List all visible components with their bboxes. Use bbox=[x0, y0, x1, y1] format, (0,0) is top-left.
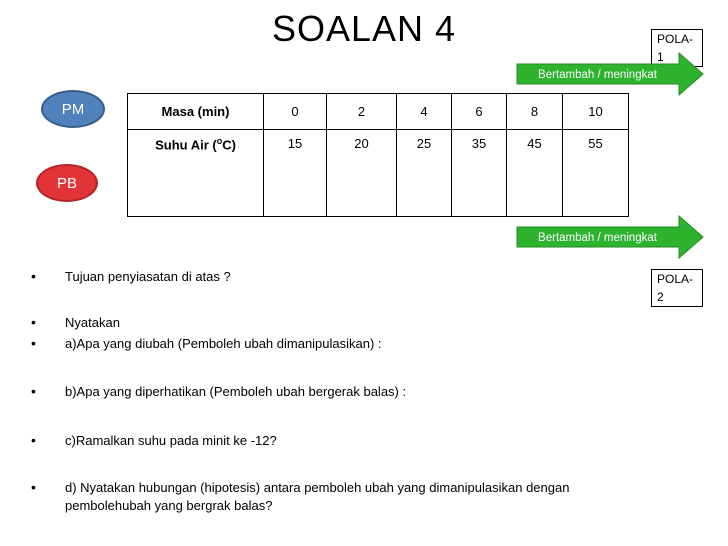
table-header-temperature bbox=[128, 130, 264, 217]
table-row-temperature bbox=[128, 130, 629, 217]
table-cell: 20 bbox=[327, 130, 397, 217]
degree-sup: o bbox=[216, 136, 223, 146]
temp-header-suffix: C) bbox=[222, 137, 236, 153]
table-cell: 6 bbox=[452, 94, 507, 130]
pm-badge: PM bbox=[41, 90, 105, 128]
table-header-time: Masa (min) bbox=[128, 94, 264, 130]
table-cell: 4 bbox=[397, 94, 452, 130]
arrow-bottom-label: Bertambah / meningkat bbox=[538, 232, 657, 244]
increasing-arrow-bottom bbox=[516, 215, 704, 259]
increasing-arrow-top bbox=[516, 52, 704, 96]
list-item-text: b)Apa yang diperhatikan (Pemboleh ubah bergerak balas) : bbox=[65, 384, 407, 399]
list-item-text: c)Ramalkan suhu pada minit ke -12? bbox=[65, 433, 277, 448]
bullet-icon: • bbox=[31, 383, 36, 399]
bullet-icon: • bbox=[31, 432, 36, 448]
table-cell: 0 bbox=[264, 94, 327, 130]
list-item-text: a)Apa yang diubah (Pemboleh ubah dimanipulasikan) : bbox=[65, 336, 382, 351]
list-item-text: d) Nyatakan hubungan (hipotesis) antara pemboleh ubah yang dimanipulasikan dengan pembolehubah yang bergrak balas? bbox=[65, 480, 570, 513]
bullet-icon: • bbox=[31, 268, 36, 284]
pb-badge: PB bbox=[36, 164, 98, 202]
data-table bbox=[127, 93, 629, 217]
temp-header-prefix: Suhu Air ( bbox=[155, 137, 217, 153]
table-cell: 35 bbox=[452, 130, 507, 217]
bullet-icon: • bbox=[31, 479, 36, 495]
bullet-icon: • bbox=[31, 314, 36, 330]
table-cell: 45 bbox=[507, 130, 563, 217]
bullet-icon: • bbox=[31, 335, 36, 351]
arrow-top-label: Bertambah / meningkat bbox=[538, 69, 657, 81]
list-item-text: Tujuan penyiasatan di atas ? bbox=[65, 269, 231, 284]
list-item-text: Nyatakan bbox=[65, 315, 120, 330]
table-cell: 2 bbox=[327, 94, 397, 130]
table-cell: 25 bbox=[397, 130, 452, 217]
pola-1-label: POLA-1 bbox=[651, 29, 703, 67]
table-row-time bbox=[128, 94, 629, 130]
pola-2-label: POLA-2 bbox=[651, 269, 703, 307]
slide-title: SOALAN 4 bbox=[271, 8, 457, 49]
table-cell: 15 bbox=[264, 130, 327, 217]
table-cell: 55 bbox=[563, 130, 629, 217]
table-cell: 8 bbox=[507, 94, 563, 130]
table-cell: 10 bbox=[563, 94, 629, 130]
